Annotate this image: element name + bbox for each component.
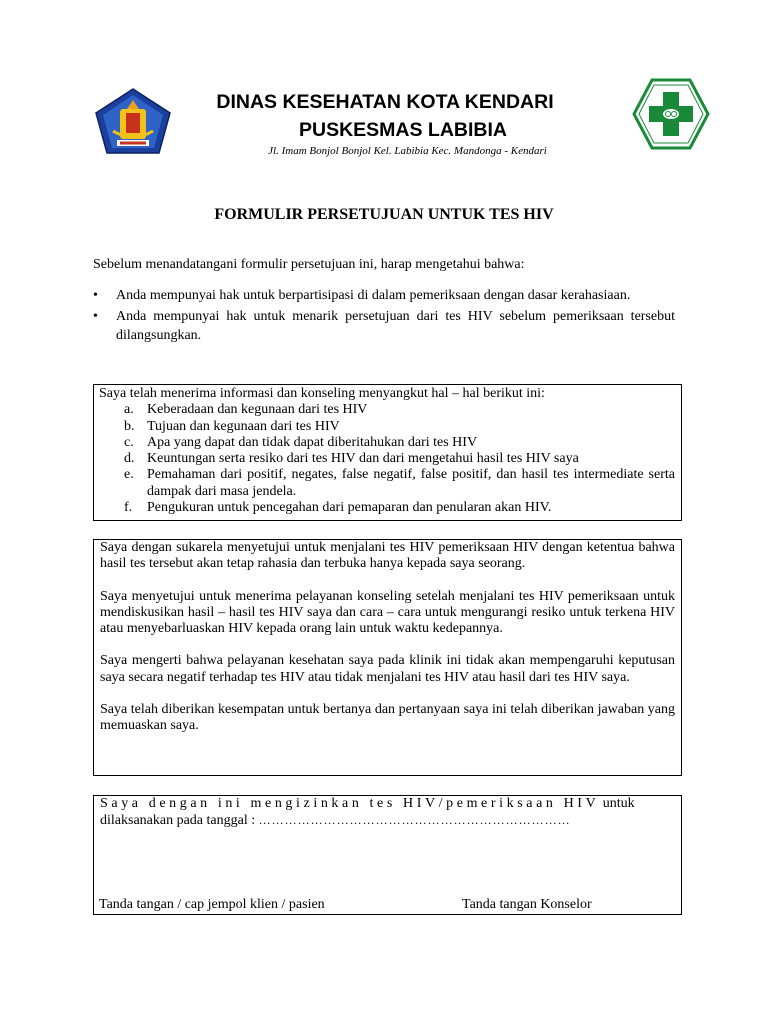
authorization-tail: untuk: [602, 796, 635, 811]
list-item: [99, 435, 675, 451]
info-box-heading: Saya telah menerima informasi dan konseling menyangkut hal – hal berikut ini:: [99, 386, 545, 401]
item-letter: b.: [124, 418, 135, 434]
list-item: [99, 402, 675, 418]
list-item: [99, 500, 675, 516]
authorization-text: Saya dengan ini mengizinkan tes HIV/pemeriksaan HIV: [100, 796, 600, 811]
list-item: [99, 467, 675, 500]
kota-kendari-crest-icon: [93, 87, 173, 155]
date-label: dilaksanakan pada tanggal :: [100, 813, 256, 829]
item-text: Keuntungan serta resiko dari tes HIV dan dari mengetahui hasil tes HIV saya: [147, 451, 579, 467]
consent-box: [93, 539, 682, 776]
item-text: Keberadaan dan kegunaan dari tes HIV: [147, 402, 368, 418]
list-item: • Anda mempunyai hak untuk berpartisipasi di dalam pemeriksaan dengan dasar kerahasiaan.: [93, 286, 675, 306]
client-signature-label: Tanda tangan / cap jempol klien / pasien: [99, 897, 325, 912]
item-letter: f.: [124, 500, 133, 516]
list-item: [99, 419, 675, 435]
item-letter: d.: [124, 451, 135, 467]
intro-text: Sebelum menandatangani formulir persetujuan ini, harap mengetahui bahwa:: [93, 257, 525, 272]
information-box: [93, 384, 682, 521]
consent-paragraph: Saya menyetujui untuk menerima pelayanan konseling setelah menjalani tes HIV pemeriksaan untuk mendiskusikan hasil – hasil tes HIV saya dan cara – cara untuk mengurangi resiko untuk terkena HIV atau menyebarluaskan HIV kepada orang lain untuk waktu kedepannya.: [100, 588, 675, 637]
agency-name: DINAS KESEHATAN KOTA KENDARI: [216, 91, 554, 113]
item-letter: a.: [124, 402, 134, 418]
item-text: Pemahaman dari positif, negates, false negatif, false positif, dan hasil tes intermediate serta dampak dari masa jendela.: [147, 467, 675, 499]
item-text: Pengukuran untuk pencegahan dari pemaparan dan penularan akan HIV.: [147, 500, 552, 516]
list-item: • Anda mempunyai hak untuk menarik persetujuan dari tes HIV sebelum pemeriksaan tersebut dilangsungkan.: [93, 307, 675, 346]
puskesmas-logo: [632, 78, 710, 150]
puskesmas-green-cross-icon: [632, 78, 710, 150]
facility-address: Jl. Imam Bonjol Bonjol Kel. Labibia Kec. Mandonga - Kendari: [268, 145, 547, 157]
rights-list: [93, 286, 675, 347]
item-text: Apa yang dapat dan tidak dapat diberitahukan dari tes HIV: [147, 434, 478, 450]
info-items-list: [99, 402, 675, 516]
item-letter: e.: [124, 467, 134, 483]
authorization-line: [100, 796, 675, 812]
city-crest-logo: [93, 87, 173, 155]
date-line: [100, 812, 675, 829]
consent-paragraph: Saya telah diberikan kesempatan untuk bertanya dan pertanyaan saya ini telah diberikan jawaban yang memuaskan saya.: [100, 702, 675, 734]
item-letter: c.: [124, 434, 134, 450]
list-item: [99, 451, 675, 467]
consent-paragraph: Saya dengan sukarela menyetujui untuk menjalani tes HIV pemeriksaan HIV dengan ketentua bahwa hasil tes tersebut akan tetap rahasia dan terbuka hanya kepada saya seorang.: [100, 540, 675, 572]
item-text: Tujuan dan kegunaan dari tes HIV: [147, 418, 340, 434]
counselor-signature-label: Tanda tangan Konselor: [462, 897, 592, 912]
date-field[interactable]: ………………………………………………………………: [258, 813, 571, 828]
form-title: FORMULIR PERSETUJUAN UNTUK TES HIV: [214, 206, 554, 223]
consent-paragraph: Saya mengerti bahwa pelayanan kesehatan saya pada klinik ini tidak akan mempengaruhi keputusan saya secara negatif terhadap tes HIV atau tidak menjalani tes HIV atau hasil dari tes HIV saya.: [100, 653, 675, 685]
facility-name: PUSKESMAS LABIBIA: [298, 119, 508, 141]
